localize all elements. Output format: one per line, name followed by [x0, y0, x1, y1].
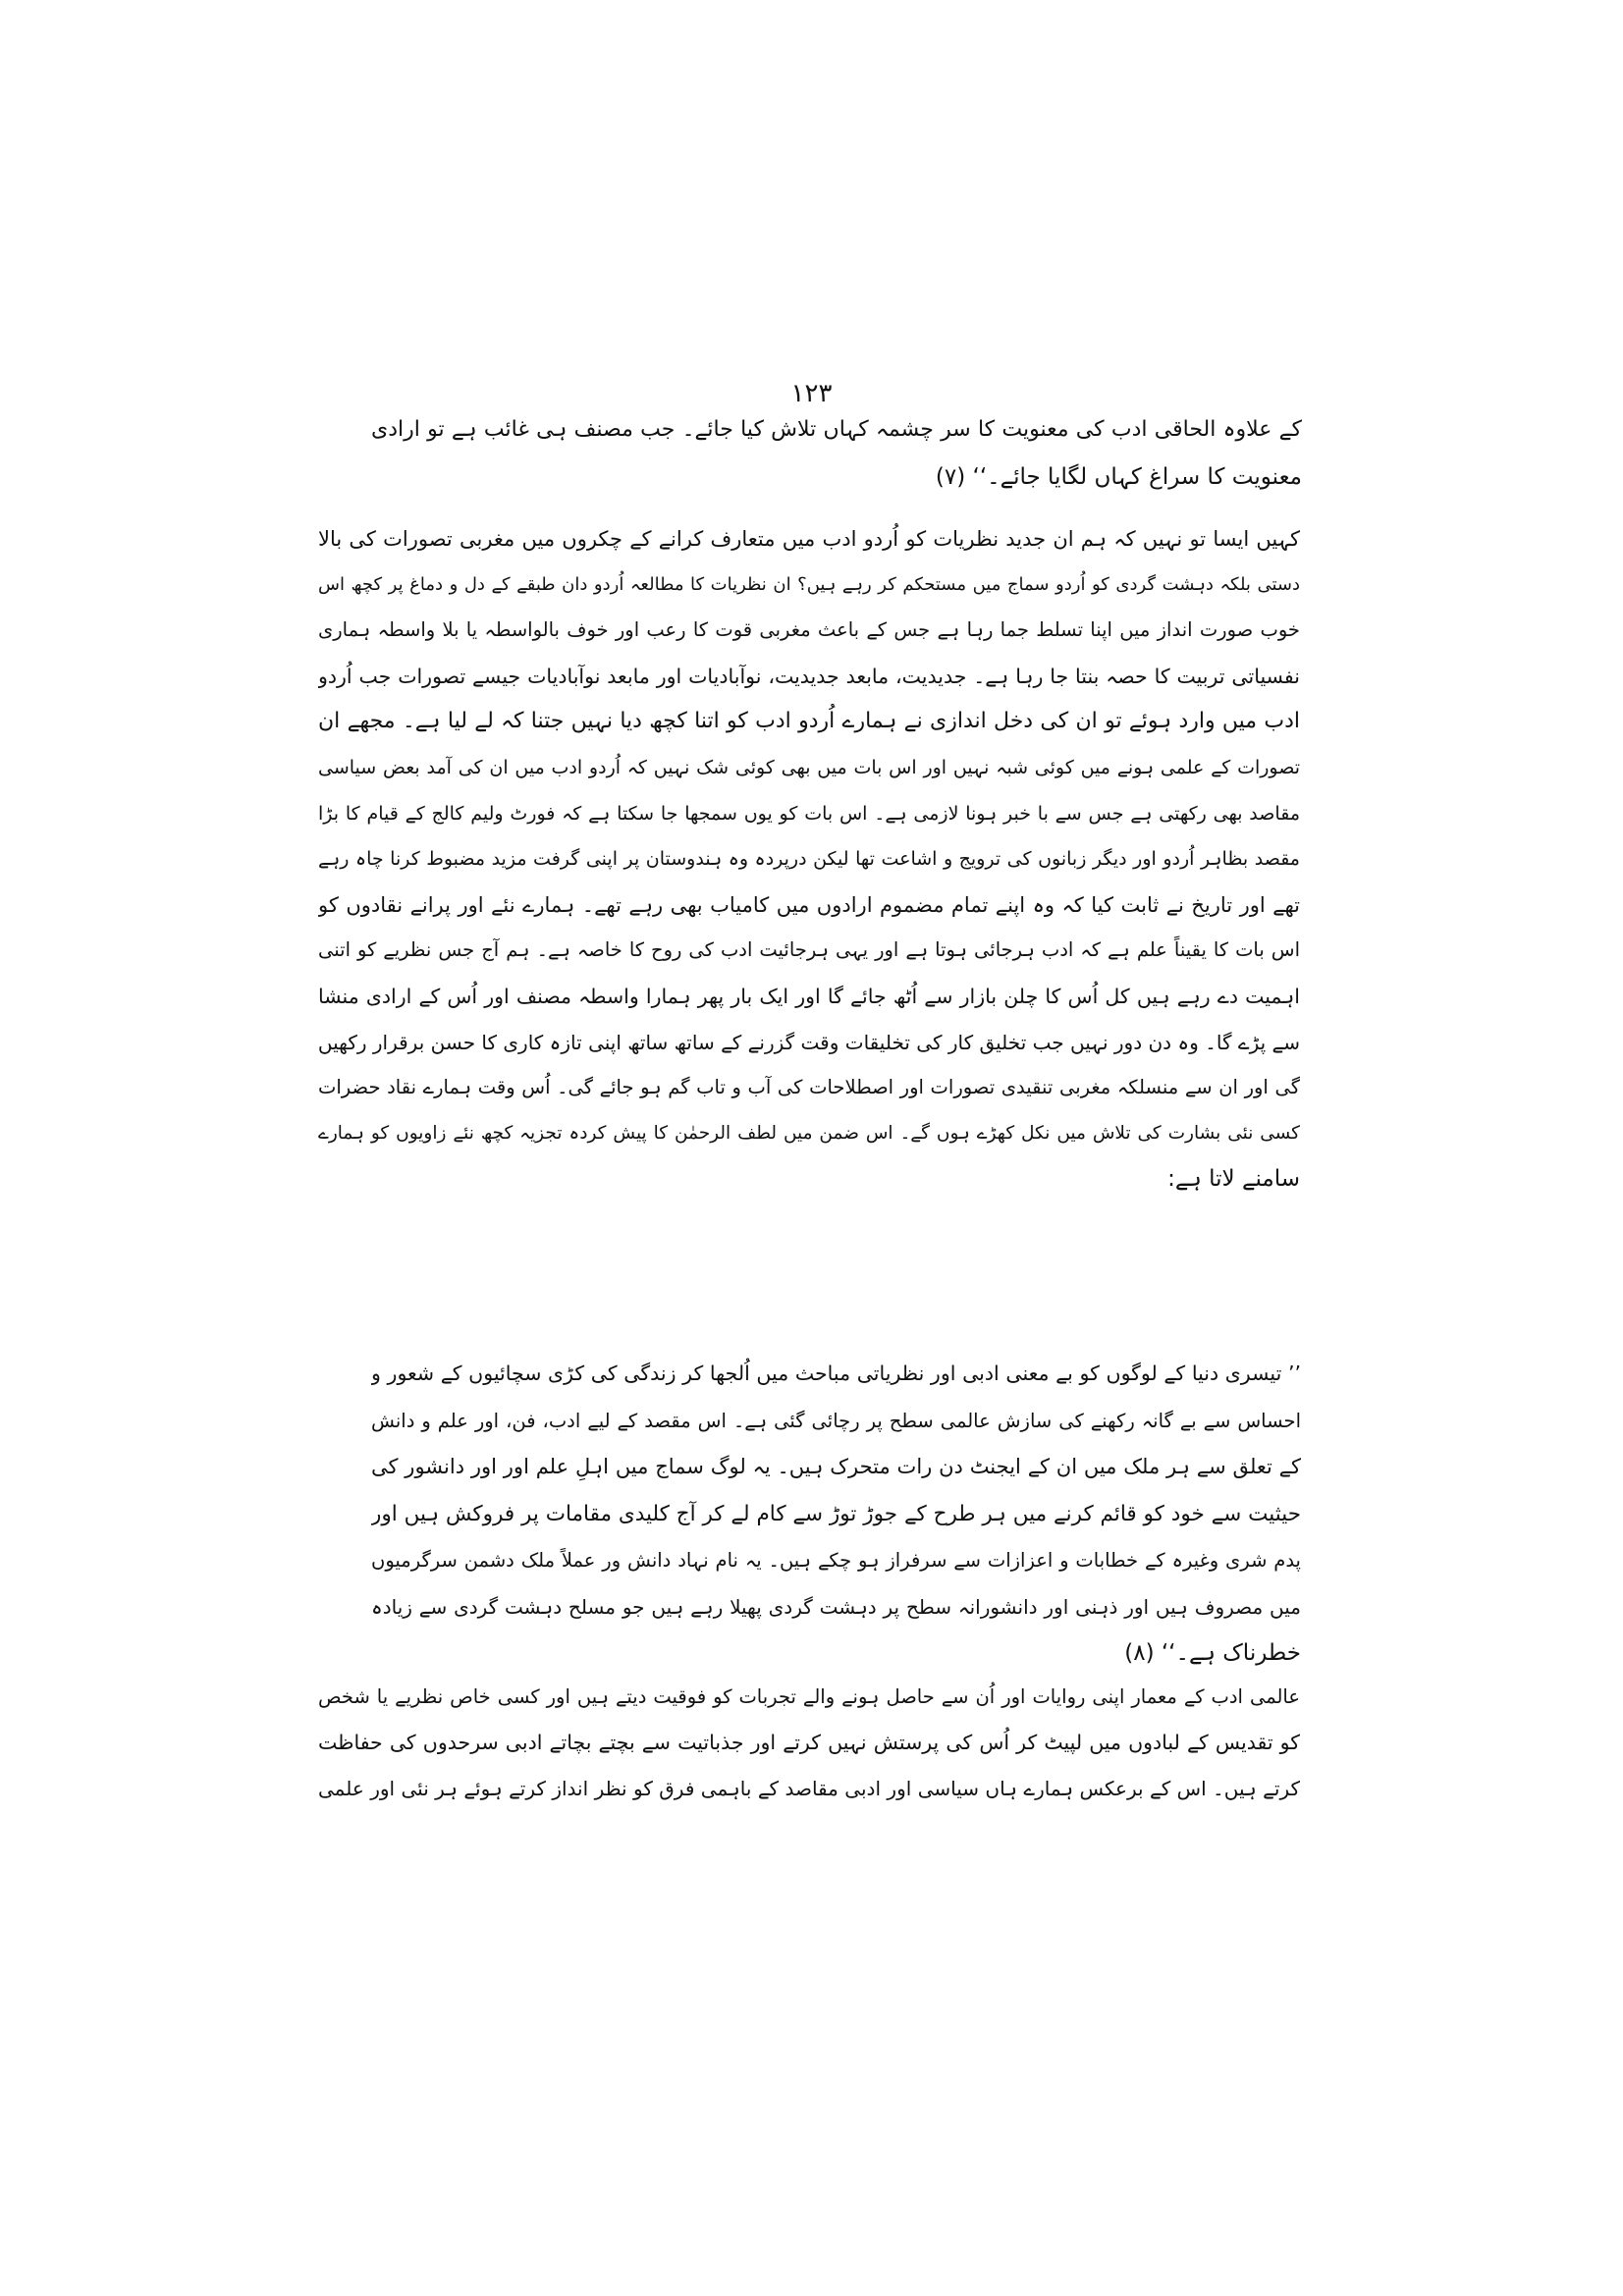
text-line: مقصد بظاہر اُردو اور دیگر زبانوں کی ترویج و اشاعت تھا لیکن درپردہ وہ ہندوستان پر اپنی گرفت مزید مضبوط کرنا چاہ رہے: [318, 848, 1300, 871]
text-line: ’’ تیسری دنیا کے لوگوں کو بے معنی ادبی اور نظریاتی مباحث میں اُلجھا کر زندگی کی کڑی سچائیوں کے شعور و: [371, 1362, 1301, 1385]
text-line: سامنے لاتا ہے:: [1167, 1166, 1300, 1193]
text-line: اہمیت دے رہے ہیں کل اُس کا چلن بازار سے اُٹھ جائے گا اور ایک بار پھر ہمارا واسطہ مصنف اور اُس کے ارادی منشا: [318, 984, 1300, 1008]
text-line: تصورات کے علمی ہونے میں کوئی شبہ نہیں اور اس بات میں بھی کوئی شک نہیں کہ اُردو ادب میں ان کی آمد بعض سیاسی: [318, 756, 1300, 778]
block-quote: [371, 1351, 1301, 1678]
text-line: مقاصد بھی رکھتی ہے جس سے با خبر ہونا لازمی ہے۔ اس بات کو یوں سمجھا جا سکتا ہے کہ فورٹ ولیم کالج کے قیام کا بڑا: [318, 802, 1300, 825]
text-line: تھے اور تاریخ نے ثابت کیا کہ وہ اپنے تمام مضموم ارادوں میں کامیاب بھی رہے تھے۔ ہمارے نئے اور پرانے نقادوں کو: [318, 892, 1300, 917]
text-line: کرتے ہیں۔ اس کے برعکس ہمارے ہاں سیاسی اور ادبی مقاصد کے باہمی فرق کو نظر انداز کرتے ہوئے ہر نئی اور علمی: [318, 1777, 1300, 1800]
text-line: گی اور ان سے منسلکہ مغربی تنقیدی تصورات اور اصطلاحات کی آب و تاب گم ہو جائے گی۔ اُس وقت ہمارے نقاد حضرات: [318, 1076, 1300, 1099]
text-line: عالمی ادب کے معمار اپنی روایات اور اُن سے حاصل ہونے والے تجربات کو فوقیت دیتے ہیں اور کسی خاص نظریے یا شخص: [318, 1685, 1300, 1708]
text-line: کہیں ایسا تو نہیں کہ ہم ان جدید نظریات کو اُردو ادب میں متعارف کرانے کے چکروں میں مغربی تصورات کی بالا: [318, 527, 1300, 551]
text-line: کے تعلق سے ہر ملک میں ان کے ایجنٹ دن رات متحرک ہیں۔ یہ لوگ سماج میں اہلِ علم اور اور دانشور کی: [371, 1455, 1301, 1478]
intro-quote-continuation: [371, 406, 1302, 501]
text-line: کو تقدیس کے لبادوں میں لپیٹ کر اُس کی پرستش نہیں کرتے اور جذباتیت سے بچتے بچاتے ادبی سرحدوں کی حفاظت: [318, 1731, 1300, 1754]
page-number: ۱۲۳: [790, 379, 833, 408]
text-line: معنویت کا سراغ کہاں لگایا جائے۔‘‘ (۷): [935, 464, 1302, 490]
text-line: خطرناک ہے۔‘‘ (۸): [1124, 1640, 1301, 1666]
text-line: میں مصروف ہیں اور ذہنی اور دانشورانہ سطح پر دہشت گردی پھیلا رہے ہیں جو مسلح دہشت گردی سے زیادہ: [371, 1594, 1301, 1619]
text-line: خوب صورت انداز میں اپنا تسلط جما رہا ہے جس کے باعث مغربی قوت کا رعب اور خوف بالواسطہ یا بلا واسطہ ہماری: [318, 618, 1300, 642]
closing-paragraph: [318, 1674, 1300, 1812]
text-line: پدم شری وغیرہ کے خطابات و اعزازات سے سرفراز ہو چکے ہیں۔ یہ نام نہاد دانش ور عملاً ملک دشمن سرگرمیوں: [371, 1549, 1301, 1572]
text-line: نفسیاتی تربیت کا حصہ بنتا جا رہا ہے۔ جدیدیت، مابعد جدیدیت، نوآبادیات اور مابعد نوآبادیات جیسے تصورات جب اُردو: [318, 664, 1300, 688]
text-line: حیثیت سے خود کو قائم کرنے میں ہر طرح کے جوڑ توڑ سے کام لے کر آج کلیدی مقامات پر فروکش ہیں اور: [371, 1501, 1301, 1526]
text-line: کسی نئی بشارت کی تلاش میں نکل کھڑے ہوں گے۔ اس ضمن میں لطف الرحمٰن کا پیش کردہ تجزیہ کچھ نئے زاویوں کو ہمارے: [318, 1122, 1300, 1144]
main-paragraph: [318, 516, 1300, 1202]
text-line: دستی بلکہ دہشت گردی کو اُردو سماج میں مستحکم کر رہے ہیں؟ ان نظریات کا مطالعہ اُردو دان طبقے کے دل و دماغ پر کچھ اس: [318, 573, 1300, 595]
text-line: اس بات کا یقیناً علم ہے کہ ادب ہرجائی ہوتا ہے اور یہی ہرجائیت ادب کی روح کا خاصہ ہے۔ ہم آج جس نظریے کو اتنی: [318, 938, 1300, 962]
text-line: سے پڑے گا۔ وہ دن دور نہیں جب تخلیق کار کی تخلیقات وقت گزرنے کے ساتھ ساتھ اپنی تازہ کاری کا حسن برقرار رکھیں: [318, 1030, 1300, 1054]
text-line: ادب میں وارد ہوئے تو ان کی دخل اندازی نے ہمارے اُردو ادب کو اتنا کچھ دیا نہیں جتنا کہ لے لیا ہے۔ مجھے ان: [318, 709, 1300, 734]
text-line: کے علاوہ الحاقی ادب کی معنویت کا سر چشمہ کہاں تلاش کیا جائے۔ جب مصنف ہی غائب ہے تو ارادی: [371, 417, 1302, 442]
text-line: احساس سے بے گانہ رکھنے کی سازش عالمی سطح پر رچائی گئی ہے۔ اس مقصد کے لیے ادب، فن، اور علم و دانش: [371, 1409, 1301, 1432]
